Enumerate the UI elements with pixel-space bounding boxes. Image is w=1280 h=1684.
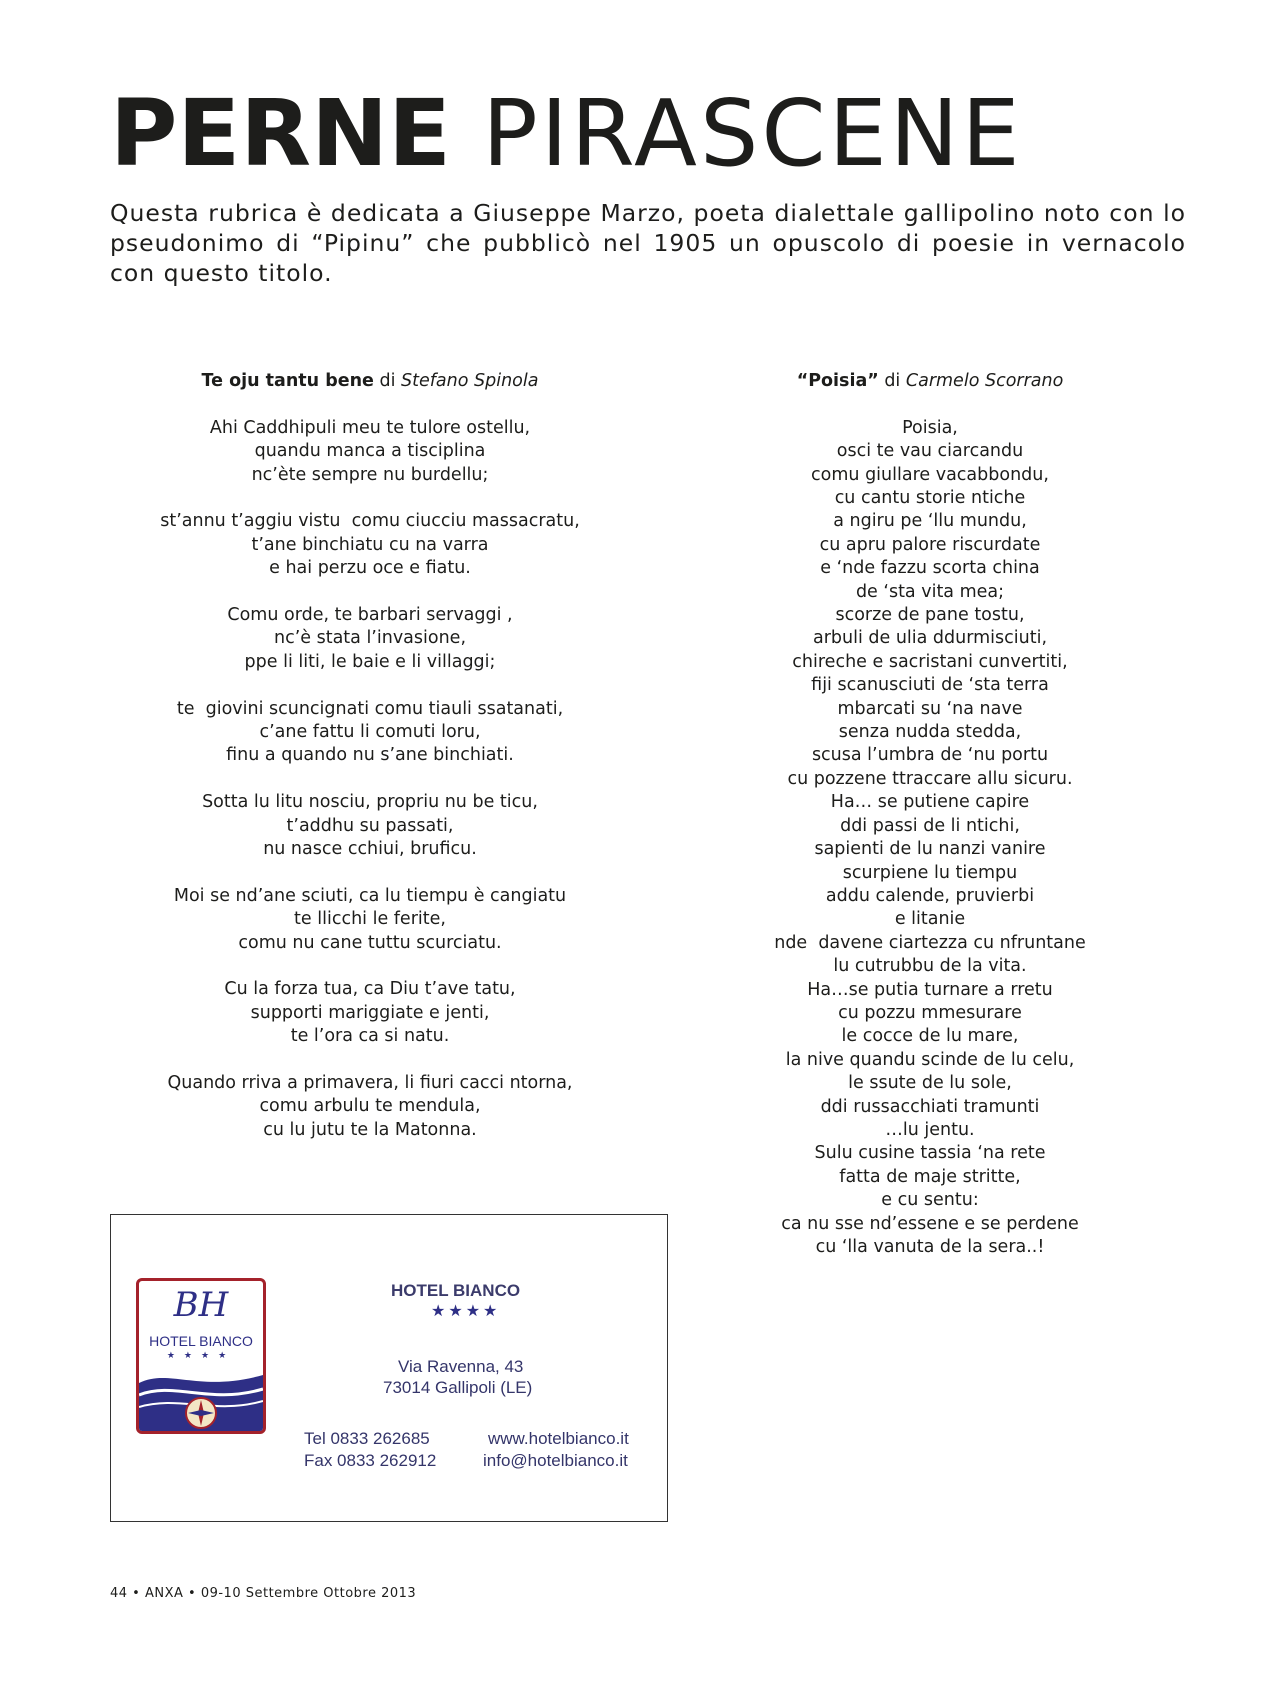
poem-line: scurpiene lu tiempu xyxy=(842,862,1018,883)
poem-left-title: Te oju tantu bene xyxy=(201,371,374,391)
poem-line: ddi russacchiati tramunti xyxy=(820,1096,1040,1117)
poem-line: mbarcati su ‘na nave xyxy=(837,698,1023,719)
poem-line: Ahi Caddhipuli meu te tulore ostellu, xyxy=(209,417,531,438)
poem-line: cu ‘lla vanuta de la sera..! xyxy=(815,1237,1045,1258)
poem-line: c’ane fattu li comuti loru, xyxy=(259,722,481,743)
poem-line: nde davene ciartezza cu nfruntane xyxy=(774,932,1086,953)
poem-line: Sotta lu litu nosciu, propriu nu be ticu, xyxy=(202,792,538,813)
stanza xyxy=(120,698,620,768)
poem-line: e ‘nde fazzu scorta china xyxy=(820,558,1040,579)
poem-line: e hai perzu oce e fiatu. xyxy=(269,558,471,579)
poem-line: arbuli de ulia ddurmisciuti, xyxy=(812,628,1048,649)
logo-stars: ★★★★ xyxy=(166,1351,236,1361)
poem-line: ppe li liti, le baie e li villaggi; xyxy=(244,651,496,672)
poem-line: lu cutrubbu de la vita. xyxy=(833,956,1027,977)
poem-line: nc’è stata l’invasione, xyxy=(273,628,467,649)
title-bold: PERNE xyxy=(110,80,451,187)
poem-line: nu nasce cchiui, bruficu. xyxy=(263,839,477,860)
poem-right-heading xyxy=(680,370,1180,393)
stanza xyxy=(120,791,620,861)
poem-line: finu a quando nu s’ane binchiati. xyxy=(226,745,514,766)
poem-line: Sulu cusine tassia ‘na rete xyxy=(814,1143,1046,1164)
hotel-phone: Tel 0833 262685 xyxy=(304,1429,430,1448)
poem-line: ca nu sse nd’essene e se perdene xyxy=(781,1213,1079,1234)
logo-name: HOTEL BIANCO xyxy=(149,1333,253,1349)
poem-left-byline: di xyxy=(373,371,402,391)
hotel-fax: Fax 0833 262912 xyxy=(304,1451,437,1470)
hotel-logo xyxy=(136,1278,266,1434)
poem-line: comu giullare vacabbondu, xyxy=(811,464,1049,485)
stanza xyxy=(120,510,620,580)
poem-line: fatta de maje stritte, xyxy=(839,1166,1021,1187)
title-light: PIRASCENE xyxy=(482,80,1023,187)
hotel-stars: ★★★★ xyxy=(431,1303,501,1320)
stanza xyxy=(120,417,620,487)
hotel-street: Via Ravenna, 43 xyxy=(398,1357,524,1376)
hotel-name: HOTEL BIANCO xyxy=(391,1281,521,1300)
poem-line: Moi se nd’ane sciuti, ca lu tiempu è cangiatu xyxy=(173,885,567,906)
poem-line: cu pozzu mmesurare xyxy=(838,1002,1022,1023)
stanza xyxy=(120,604,620,674)
poem-right-byline: di xyxy=(878,371,906,391)
poem-line: t’addhu su passati, xyxy=(286,815,454,836)
stanza xyxy=(120,885,620,955)
poem-line: t’ane binchiatu cu na varra xyxy=(251,534,489,555)
poem-line: cu pozzene ttraccare allu sicuru. xyxy=(787,768,1073,789)
poem-line: …lu jentu. xyxy=(885,1119,975,1140)
poem-right-body xyxy=(680,417,1180,1260)
poem-left-body xyxy=(120,417,620,1142)
intro-paragraph: Questa rubrica è dedicata a Giuseppe Marzo, poeta dialettale gallipolino noto con lo pseudonimo di “Pipinu” che pubblicò nel 1905 un opuscolo di poesie in vernacolo con questo titolo. xyxy=(110,199,1186,287)
page-title xyxy=(110,80,1023,187)
poem-line: scorze de pane tostu, xyxy=(835,605,1025,626)
poem-right-title: “Poisia” xyxy=(796,371,879,391)
poem-line: e cu sentu: xyxy=(881,1190,979,1211)
poem-line: te llicchi le ferite, xyxy=(294,909,446,930)
poem-line: chireche e sacristani cunvertiti, xyxy=(792,651,1068,672)
page-footer: 44 • ANXA • 09-10 Settembre Ottobre 2013 xyxy=(110,1586,417,1601)
poem-line: st’annu t’aggiu vistu comu ciucciu massacratu, xyxy=(160,511,580,532)
poem-line: comu nu cane tuttu scurciatu. xyxy=(238,932,502,953)
poem-right xyxy=(680,370,1180,1259)
hotel-city: 73014 Gallipoli (LE) xyxy=(383,1378,533,1397)
poem-left xyxy=(120,370,620,1166)
poem-line: nc’ète sempre nu burdellu; xyxy=(251,464,489,485)
poem-line: te giovini scuncignati comu tiauli ssatanati, xyxy=(176,698,564,719)
poem-line: Poisia, xyxy=(902,417,958,438)
poem-line: le ssute de lu sole, xyxy=(848,1073,1012,1094)
poem-line: ddi passi de li ntichi, xyxy=(840,815,1020,836)
poem-line: supporti mariggiate e jenti, xyxy=(250,1002,490,1023)
poem-left-author: Stefano Spinola xyxy=(401,371,539,391)
stanza xyxy=(120,978,620,1048)
poem-right-author: Carmelo Scorrano xyxy=(905,371,1064,391)
hotel-website: www.hotelbianco.it xyxy=(488,1429,629,1448)
poem-line: a ngiru pe ‘llu mundu, xyxy=(833,511,1027,532)
poem-line: quandu manca a tisciplina xyxy=(254,441,486,462)
poem-line: Ha…se putia turnare a rretu xyxy=(807,979,1053,1000)
poem-line: de ‘sta vita mea; xyxy=(855,581,1005,602)
hotel-email: info@hotelbianco.it xyxy=(483,1451,628,1470)
poem-line: comu arbulu te mendula, xyxy=(259,1096,481,1117)
poem-left-heading xyxy=(120,370,620,393)
poem-line: osci te vau ciarcandu xyxy=(836,441,1024,462)
poem-line: cu apru palore riscurdate xyxy=(819,534,1041,555)
poem-line: cu cantu storie ntiche xyxy=(834,488,1026,509)
logo-monogram: BH xyxy=(173,1285,229,1325)
stanza xyxy=(120,1072,620,1142)
poem-line: Comu orde, te barbari servaggi , xyxy=(227,605,513,626)
poem-line: sapienti de lu nanzi vanire xyxy=(814,839,1046,860)
poem-line: cu lu jutu te la Matonna. xyxy=(263,1119,477,1140)
poem-line: scusa l’umbra de ‘nu portu xyxy=(811,745,1049,766)
hotel-advertisement xyxy=(110,1214,668,1522)
poem-line: fiji scanusciuti de ‘sta terra xyxy=(811,675,1049,696)
poem-line: addu calende, pruvierbi xyxy=(825,885,1035,906)
poem-line: Cu la forza tua, ca Diu t’ave tatu, xyxy=(224,979,516,1000)
poem-line: te l’ora ca si natu. xyxy=(290,1026,450,1047)
wave-compass-icon xyxy=(139,1363,263,1431)
poem-line: Quando rriva a primavera, li fiuri cacci ntorna, xyxy=(167,1073,573,1094)
poem-line: le cocce de lu mare, xyxy=(841,1026,1019,1047)
poem-line: e litanie xyxy=(894,909,966,930)
poem-line: Ha… se putiene capire xyxy=(830,792,1030,813)
poem-line: la nive quandu scinde de lu celu, xyxy=(785,1049,1075,1070)
poem-line: senza nudda stedda, xyxy=(838,722,1022,743)
